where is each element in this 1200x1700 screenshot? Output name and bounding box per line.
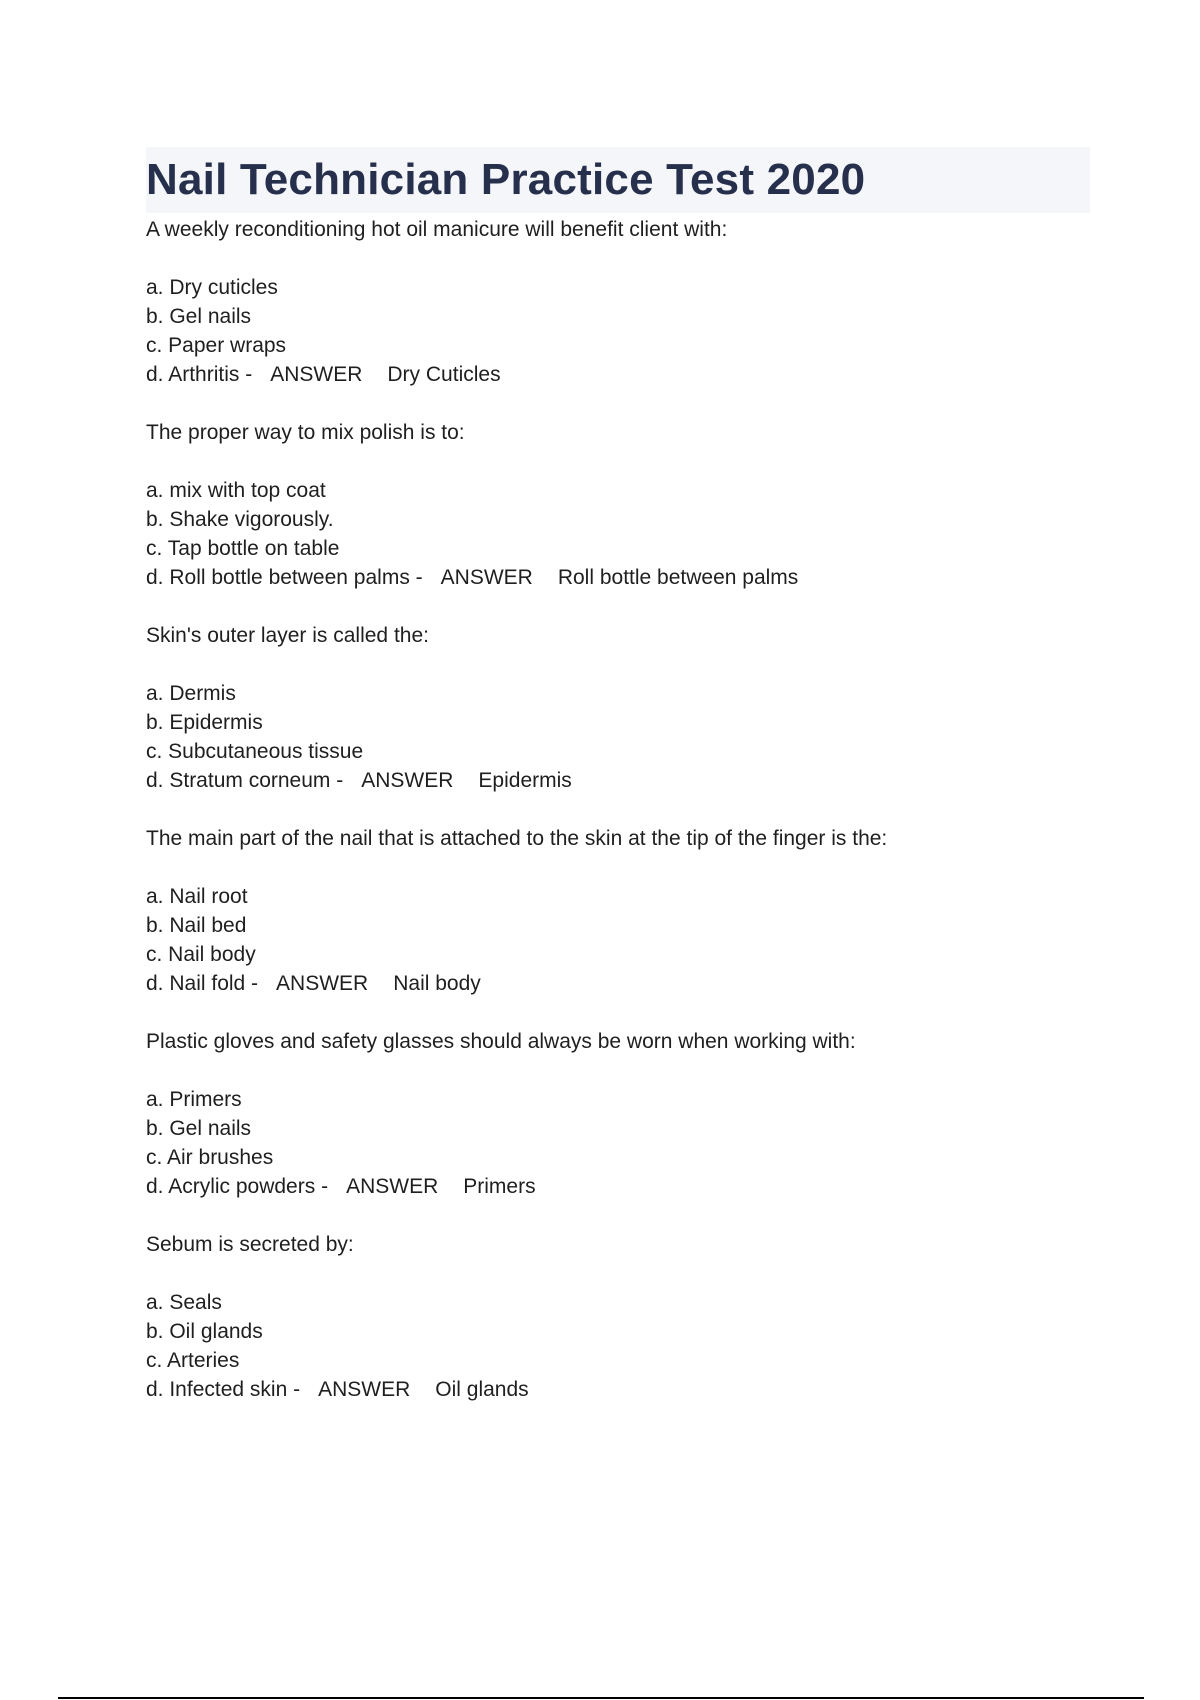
- answer-option: [146, 302, 1090, 331]
- question-list: [146, 215, 1090, 1404]
- option-text: c. Subcutaneous tissue: [146, 740, 364, 763]
- option-list: [146, 1085, 1090, 1201]
- answer-label: ANSWER: [440, 566, 533, 589]
- question-block: [146, 215, 1090, 389]
- correct-answer: Nail body: [393, 972, 481, 995]
- answer-option: [146, 708, 1090, 737]
- answer-option: [146, 1085, 1090, 1114]
- title-banner: [146, 147, 1090, 213]
- answer-option: [146, 969, 1090, 998]
- option-text: a. mix with top coat: [146, 479, 326, 502]
- option-text: d. Roll bottle between palms -: [146, 566, 423, 589]
- answer-label: ANSWER: [270, 363, 363, 386]
- question-stem: The proper way to mix polish is to:: [146, 421, 465, 444]
- answer-option: [146, 766, 1090, 795]
- correct-answer: Oil glands: [435, 1378, 529, 1401]
- question-block: [146, 418, 1090, 592]
- option-text: c. Tap bottle on table: [146, 537, 340, 560]
- option-text: b. Epidermis: [146, 711, 263, 734]
- answer-option: [146, 476, 1090, 505]
- answer-option: [146, 1114, 1090, 1143]
- answer-option: [146, 331, 1090, 360]
- option-text: d. Nail fold -: [146, 972, 259, 995]
- option-text: b. Gel nails: [146, 305, 252, 328]
- question-stem: Plastic gloves and safety glasses should always be worn when working with:: [146, 1030, 856, 1053]
- answer-option: [146, 882, 1090, 911]
- footer-divider: [58, 1697, 1144, 1699]
- option-text: d. Infected skin -: [146, 1378, 301, 1401]
- question-block: [146, 1230, 1090, 1404]
- answer-option: [146, 737, 1090, 766]
- correct-answer: Epidermis: [478, 769, 572, 792]
- answer-option: [146, 273, 1090, 302]
- answer-option: [146, 563, 1090, 592]
- correct-answer: Roll bottle between palms: [557, 566, 799, 589]
- option-text: b. Gel nails: [146, 1117, 252, 1140]
- answer-option: [146, 1375, 1090, 1404]
- answer-label: ANSWER: [346, 1175, 439, 1198]
- page-title: Nail Technician Practice Test 2020: [146, 155, 866, 204]
- option-text: c. Paper wraps: [146, 334, 287, 357]
- option-text: a. Nail root: [146, 885, 248, 908]
- answer-label: ANSWER: [361, 769, 454, 792]
- answer-option: [146, 679, 1090, 708]
- answer-option: [146, 360, 1090, 389]
- answer-option: [146, 940, 1090, 969]
- document-page: [146, 147, 1090, 1404]
- option-text: a. Primers: [146, 1088, 242, 1111]
- answer-option: [146, 1317, 1090, 1346]
- correct-answer: Primers: [463, 1175, 536, 1198]
- question-block: [146, 824, 1090, 998]
- correct-answer: Dry Cuticles: [387, 363, 501, 386]
- option-list: [146, 1288, 1090, 1404]
- question-block: [146, 1027, 1090, 1201]
- option-text: b. Shake vigorously.: [146, 508, 334, 531]
- answer-option: [146, 505, 1090, 534]
- option-list: [146, 476, 1090, 592]
- answer-option: [146, 1288, 1090, 1317]
- answer-label: ANSWER: [276, 972, 369, 995]
- option-text: d. Acrylic powders -: [146, 1175, 329, 1198]
- question-block: [146, 621, 1090, 795]
- option-list: [146, 273, 1090, 389]
- question-stem: A weekly reconditioning hot oil manicure will benefit client with:: [146, 218, 728, 241]
- option-text: c. Nail body: [146, 943, 256, 966]
- answer-option: [146, 1346, 1090, 1375]
- question-stem: The main part of the nail that is attached to the skin at the tip of the finger is the:: [146, 827, 888, 850]
- option-text: b. Oil glands: [146, 1320, 263, 1343]
- option-text: a. Dermis: [146, 682, 236, 705]
- question-stem: Skin's outer layer is called the:: [146, 624, 429, 647]
- option-text: c. Arteries: [146, 1349, 240, 1372]
- option-text: d. Arthritis -: [146, 363, 253, 386]
- option-text: c. Air brushes: [146, 1146, 274, 1169]
- answer-option: [146, 1172, 1090, 1201]
- option-text: d. Stratum corneum -: [146, 769, 344, 792]
- option-text: a. Seals: [146, 1291, 222, 1314]
- option-list: [146, 882, 1090, 998]
- answer-option: [146, 534, 1090, 563]
- option-text: b. Nail bed: [146, 914, 247, 937]
- option-text: a. Dry cuticles: [146, 276, 278, 299]
- answer-option: [146, 911, 1090, 940]
- answer-label: ANSWER: [318, 1378, 411, 1401]
- question-stem: Sebum is secreted by:: [146, 1233, 354, 1256]
- answer-option: [146, 1143, 1090, 1172]
- option-list: [146, 679, 1090, 795]
